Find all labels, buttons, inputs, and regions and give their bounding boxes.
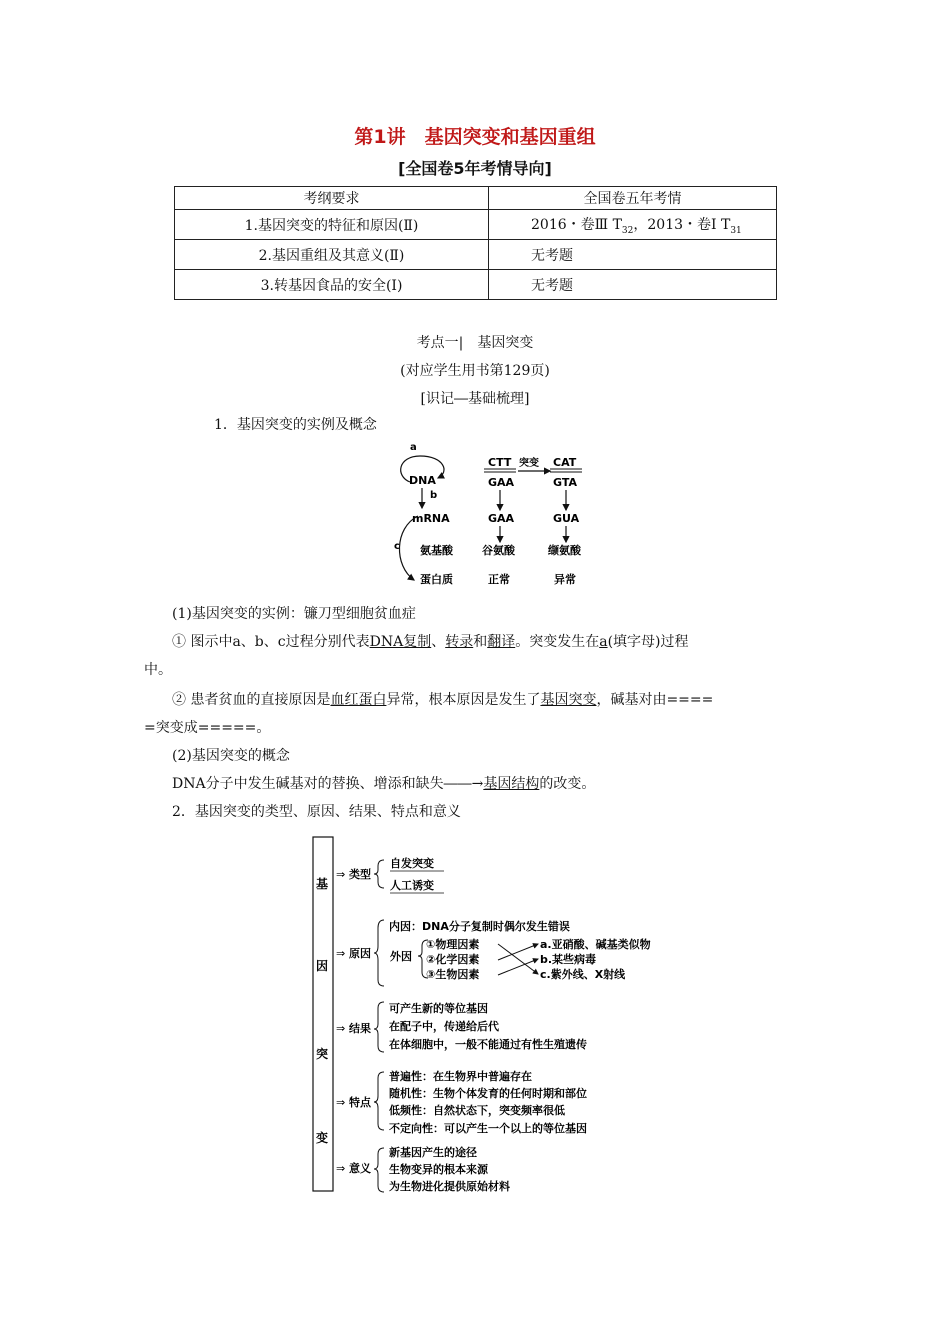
codon-gta: GTA <box>553 476 577 489</box>
codon-ctt: CTT <box>488 456 512 469</box>
result-label: 结果 <box>349 1022 371 1035</box>
mrna-label: mRNA <box>412 512 450 525</box>
meaning-label: 意义 <box>349 1162 371 1175</box>
answer-gene-mutation: 基因突变 <box>540 692 597 708</box>
root-char: 基 <box>316 877 329 891</box>
feature-item: 低频性：自然状态下，突变频率很低 <box>389 1104 565 1117</box>
feature-item: 普遍性：在生物界中普遍存在 <box>389 1070 532 1083</box>
result-item: 在体细胞中，一般不能通过有性生殖遗传 <box>389 1038 587 1051</box>
table-cell-exam: 无考题 <box>489 240 777 270</box>
mutation-example-diagram <box>380 438 610 594</box>
factor-biological: ③生物因素 <box>426 968 480 981</box>
cause-internal: 内因：DNA分子复制时偶尔发生错误 <box>389 920 570 933</box>
translation-arrow <box>399 516 418 580</box>
exam-text: 2016・卷Ⅲ T <box>531 216 622 233</box>
table-row <box>175 270 777 300</box>
brace <box>374 920 384 986</box>
answer-gene-structure: 基因结构 <box>483 776 540 792</box>
brace <box>374 1072 384 1130</box>
text-span: 。突变发生在 <box>515 634 600 650</box>
result-item: 在配子中，传递给后代 <box>389 1020 499 1033</box>
paragraph-concept <box>172 770 812 798</box>
table-cell-requirement: 2.基因重组及其意义(Ⅱ) <box>175 240 489 270</box>
text-span: DNA分子中发生碱基对的替换、增添和缺失――→ <box>172 776 484 792</box>
exam-requirements-table <box>174 186 777 300</box>
abnormal-label: 异常 <box>554 573 576 586</box>
text-span: ，碱基对由==== <box>596 692 714 708</box>
valine-label: 缬氨酸 <box>548 544 581 557</box>
normal-label: 正常 <box>488 573 510 586</box>
link-arrow <box>498 944 538 974</box>
table-cell-requirement: 1.基因突变的特征和原因(Ⅱ) <box>175 210 489 240</box>
table-header-row <box>175 187 777 210</box>
result-item: 可产生新的等位基因 <box>389 1002 488 1015</box>
cause-external: 外因 <box>390 950 412 963</box>
page-subtitle: [全国卷5年考情导向] <box>398 159 552 178</box>
paragraph-continuation: 中。 <box>144 662 172 678</box>
text-span: 和 <box>473 634 488 650</box>
codon-cat: CAT <box>553 456 577 469</box>
factor-physical: ①物理因素 <box>426 938 480 951</box>
text-span: (填字母)过程 <box>607 634 689 650</box>
paragraph-anemia-cause <box>172 686 812 714</box>
link-arrow <box>498 959 538 975</box>
cause-label: 原因 <box>349 947 371 960</box>
meaning-item: 新基因产生的途径 <box>389 1146 477 1159</box>
paragraph-continuation: =突变成=====。 <box>144 720 271 736</box>
link-arrow <box>498 944 538 960</box>
double-arrow-icon: ⇒ <box>336 868 346 881</box>
answer-process-a: a <box>599 634 608 650</box>
page-title: 第1讲 基因突变和基因重组 <box>354 126 596 148</box>
type-item: 人工诱变 <box>390 879 434 892</box>
text-span: 、 <box>431 634 446 650</box>
type-item: 自发突变 <box>390 857 434 870</box>
exam-sub: 32 <box>621 225 634 236</box>
brace <box>374 1002 384 1052</box>
item2-heading: 2．基因突变的类型、原因、结果、特点和意义 <box>172 804 461 820</box>
feature-item: 不定向性：可以产生一个以上的等位基因 <box>389 1122 587 1135</box>
factor-chemical: ②化学因素 <box>426 953 480 966</box>
meaning-item: 为生物进化提供原始材料 <box>389 1180 510 1193</box>
text-span: ① 图示中a、b、c过程分别代表 <box>172 634 370 650</box>
table-cell-exam: 无考题 <box>489 270 777 300</box>
label-a: a <box>410 442 417 453</box>
label-b: b <box>430 490 438 501</box>
protein-label: 蛋白质 <box>420 573 453 586</box>
glutamic-acid-label: 谷氨酸 <box>482 544 515 557</box>
feature-item: 随机性：生物个体发育的任何时期和部位 <box>389 1087 587 1100</box>
table-row <box>175 240 777 270</box>
codon-gaa-template: GAA <box>488 476 515 489</box>
double-arrow-icon: ⇒ <box>336 1162 346 1175</box>
double-arrow-icon: ⇒ <box>336 947 346 960</box>
answer-translation: 翻译 <box>487 634 516 650</box>
table-header-cell: 全国卷五年考情 <box>489 187 777 210</box>
paragraph-concept-heading: (2)基因突变的概念 <box>172 748 290 764</box>
section-tag: [识记―基础梳理] <box>420 391 530 407</box>
table-cell-requirement: 3.转基因食品的安全(Ⅰ) <box>175 270 489 300</box>
type-label: 类型 <box>349 868 371 881</box>
amino-acid-label: 氨基酸 <box>420 544 453 557</box>
brace <box>374 1148 384 1192</box>
example-a: a.亚硝酸、碱基类似物 <box>540 938 651 951</box>
root-char: 因 <box>316 959 329 973</box>
paragraph-processes <box>172 628 812 656</box>
answer-hemoglobin: 血红蛋白 <box>330 692 387 708</box>
root-char: 变 <box>316 1131 329 1145</box>
example-c: c.紫外线、X射线 <box>540 968 626 981</box>
codon-gaa-mrna: GAA <box>488 512 515 525</box>
section-heading: 考点一| 基因突变 <box>416 335 534 351</box>
table-row <box>175 210 777 240</box>
double-arrow-icon: ⇒ <box>336 1022 346 1035</box>
example-b: b.某些病毒 <box>540 953 597 966</box>
item1-heading: 1．基因突变的实例及概念 <box>214 417 377 433</box>
feature-label: 特点 <box>349 1096 371 1109</box>
answer-transcription: 转录 <box>445 634 474 650</box>
label-c: c <box>394 541 400 552</box>
text-span: 的改变。 <box>539 776 596 792</box>
answer-dna-replication: DNA复制 <box>369 634 432 650</box>
exam-text: ，2013・卷Ⅰ T <box>633 216 731 233</box>
dna-label: DNA <box>409 474 436 487</box>
brace <box>374 860 384 888</box>
text-span: 异常，根本原因是发生了 <box>386 692 541 708</box>
double-arrow-icon: ⇒ <box>336 1096 346 1109</box>
mutation-label: 突变 <box>519 458 539 469</box>
table-cell-exam <box>489 210 777 240</box>
root-char: 突 <box>316 1047 329 1061</box>
gene-mutation-concept-map <box>312 836 682 1196</box>
codon-gua: GUA <box>553 512 580 525</box>
table-header-cell: 考纲要求 <box>175 187 489 210</box>
exam-sub: 31 <box>730 225 742 236</box>
text-span: ② 患者贫血的直接原因是 <box>172 692 331 708</box>
paragraph-example: (1)基因突变的实例：镰刀型细胞贫血症 <box>172 606 416 622</box>
meaning-item: 生物变异的根本来源 <box>389 1163 488 1176</box>
page-reference: (对应学生用书第129页) <box>400 363 550 379</box>
